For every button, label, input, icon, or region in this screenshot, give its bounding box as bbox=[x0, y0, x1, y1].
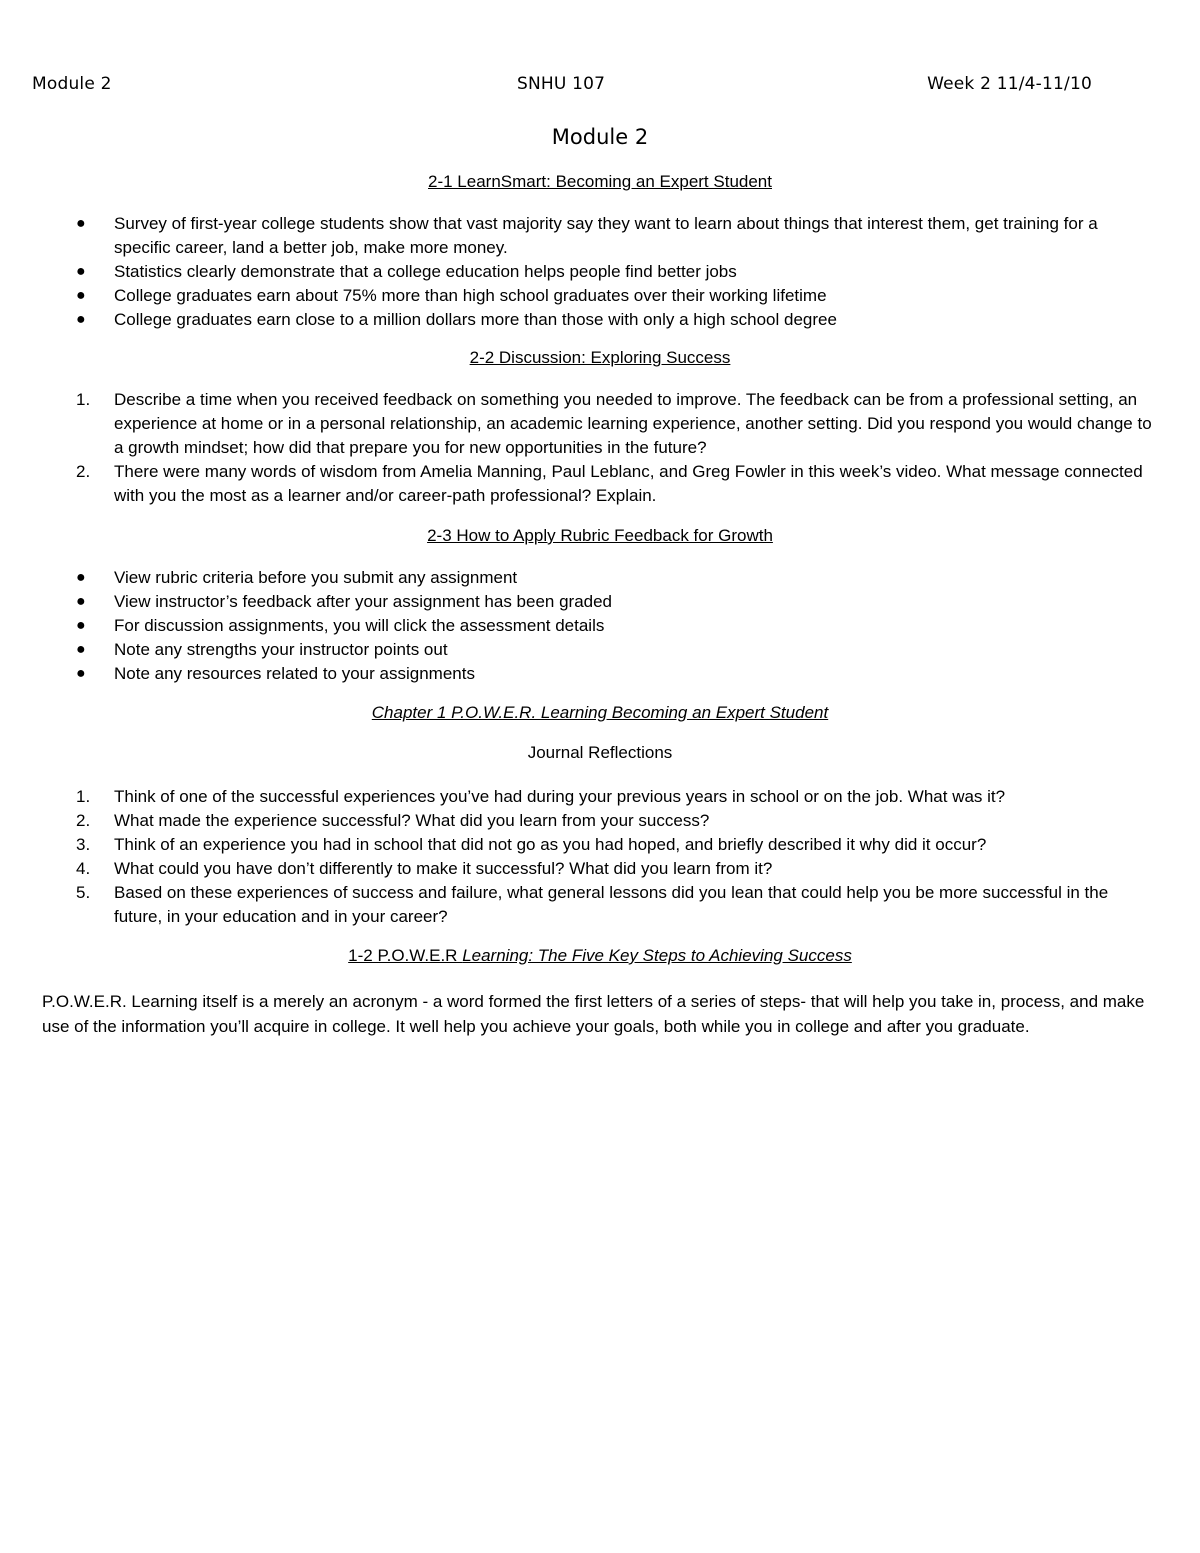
bullet-icon: ● bbox=[76, 665, 86, 682]
section-heading-rubric: 2-3 How to Apply Rubric Feedback for Growth bbox=[427, 526, 773, 545]
list-item: 4. What could you have don’t differently to make it successful? What did you learn from it? bbox=[76, 859, 773, 878]
discussion-numbered-list bbox=[74, 388, 1154, 508]
list-item: 2. What made the experience successful? What did you learn from your success? bbox=[76, 811, 710, 830]
list-item: ● College graduates earn about 75% more than high school graduates over their working lifetime bbox=[74, 284, 1154, 308]
bullet-icon: ● bbox=[76, 263, 86, 280]
document-title: Module 2 bbox=[551, 125, 649, 149]
list-item: ● View instructor’s feedback after your assignment has been graded bbox=[74, 590, 1154, 614]
list-item: 3. Think of an experience you had in school that did not go as you had hoped, and briefly described it why did it occur? bbox=[76, 835, 987, 854]
bullet-icon: ● bbox=[76, 641, 86, 658]
section-heading-discussion: 2-2 Discussion: Exploring Success bbox=[469, 348, 731, 367]
list-item: 2. There were many words of wisdom from Amelia Manning, Paul Leblanc, and Greg Fowler in this week’s video. What message connected with you the most as a learner and/or career-path professional? Explain. bbox=[76, 462, 1143, 505]
learnsmart-bullet-list bbox=[74, 212, 1154, 332]
bullet-icon: ● bbox=[76, 215, 86, 232]
header-week: Week 2 11/4-11/10 bbox=[927, 74, 1092, 94]
journal-numbered-list bbox=[74, 785, 1154, 929]
journal-reflections-heading: Journal Reflections bbox=[527, 743, 673, 762]
header-course: SNHU 107 bbox=[517, 74, 606, 94]
list-item: ● For discussion assignments, you will click the assessment details bbox=[74, 614, 1154, 638]
list-item: ● Survey of first-year college students show that vast majority say they want to learn about things that interest them, get training for a specific career, land a better job, make more money. bbox=[76, 214, 1098, 257]
list-item: ● College graduates earn close to a million dollars more than those with only a high school degree bbox=[74, 308, 1154, 332]
rubric-bullet-list bbox=[74, 566, 1154, 686]
list-item: 5. Based on these experiences of success and failure, what general lessons did you lean that could help you be more successful in the future, in your education and in your career? bbox=[76, 883, 1109, 926]
bullet-icon: ● bbox=[76, 617, 86, 634]
list-item: ● Note any resources related to your assignments bbox=[74, 662, 1154, 686]
bullet-icon: ● bbox=[76, 593, 86, 610]
list-item: ● Statistics clearly demonstrate that a college education helps people find better jobs bbox=[74, 260, 1154, 284]
list-item: ● Note any strengths your instructor points out bbox=[74, 638, 1154, 662]
section-heading-learnsmart: 2-1 LearnSmart: Becoming an Expert Student bbox=[428, 172, 772, 191]
bullet-icon: ● bbox=[76, 569, 86, 586]
power-learning-paragraph: P.O.W.E.R. Learning itself is a merely an acronym - a word formed the first letters of a series of steps- that will help you take in, process, and make use of the information you’ll acquire in college. It well help you achieve your goals, both while you in college and after you graduate. bbox=[42, 992, 1145, 1036]
list-item: 1. Describe a time when you received feedback on something you needed to improve. The feedback can be from a professional setting, an experience at home or in a personal relationship, an academic learning experience, another setting. Did you respond you would change to a growth mindset; how did that prepare you for new opportunities in the future? bbox=[76, 390, 1152, 457]
bullet-icon: ● bbox=[76, 311, 86, 328]
header-module: Module 2 bbox=[32, 74, 112, 94]
list-item: 1. Think of one of the successful experiences you’ve had during your previous years in school or on the job. What was it? bbox=[76, 787, 1006, 806]
list-item: ● View rubric criteria before you submit any assignment bbox=[74, 566, 1154, 590]
bullet-icon: ● bbox=[76, 287, 86, 304]
page-header bbox=[32, 74, 1092, 98]
section-heading-chapter1: Chapter 1 P.O.W.E.R. Learning Becoming an Expert Student bbox=[371, 703, 829, 722]
section-heading-power-learning: 1-2 P.O.W.E.R Learning: The Five Key Steps to Achieving Success bbox=[348, 946, 852, 965]
